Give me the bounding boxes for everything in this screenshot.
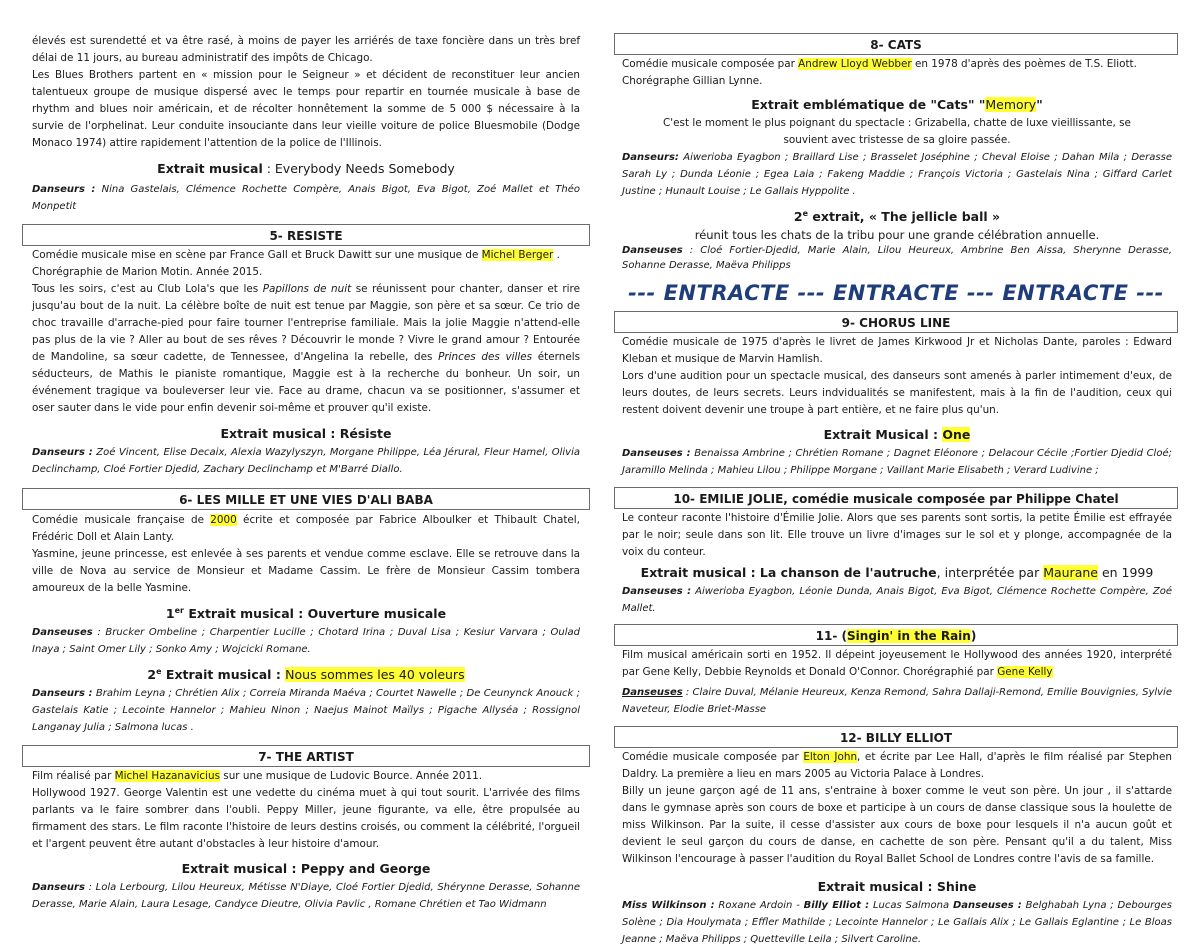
paragraph xyxy=(32,512,580,546)
section-title: 12- BILLY ELLIOT xyxy=(614,726,1178,748)
text: . xyxy=(553,249,560,261)
role-label: Miss Wilkinson : xyxy=(622,900,715,911)
left-column xyxy=(32,0,580,913)
number: 2 xyxy=(793,209,803,224)
text: extrait, « The jellicle ball » xyxy=(808,209,1001,224)
dancers-names: : Lola Lerbourg, Lilou Heureux, Métisse N'Diaye, Cloé Fortier Djedid, Shérynne Derasse, Sohanne Derasse, Marie Alain, Laura Lesage, Candyce Dieutre, Olivia Pavlic , Romane Chrétien et Tao Widmann xyxy=(32,882,580,910)
section-title: 5- RESISTE xyxy=(22,224,590,246)
dancers-list xyxy=(32,444,580,478)
section-title: 8- CATS xyxy=(614,33,1178,55)
dancers-names: Zoé Vincent, Elise Decaix, Alexia Wazylyszyn, Morgane Philippe, Léa Jérural, Fleur Hamel, Olivia Declinchamp, Cloé Fortier Djedid, Zachary Declinchamp et M'Barré Diallo. xyxy=(32,447,581,475)
highlight: 2000 xyxy=(210,514,237,526)
dancers-names: : Claire Duval, Mélanie Heureux, Kenza Remond, Sahra Dallaji-Remond, Emilie Bouvignies, Sylvie Naveteur, Elodie Briet-Masse xyxy=(622,687,1172,715)
text: Comédie musicale composée par xyxy=(622,751,804,763)
number: 2 xyxy=(147,667,157,682)
highlight: Memory xyxy=(985,97,1037,112)
dancers-names: : Cloé Fortier-Djedid, Marie Alain, Lilou Heureux, Ambrine Ben Aissa, Sherynne Derasse, Sohanne Derasse, Maëva Philipps xyxy=(622,245,1172,271)
text: en 1978 d'après des poèmes de T.S. Eliott. xyxy=(911,58,1137,70)
paragraph: Chorégraphe Gillian Lynne. xyxy=(622,75,763,87)
section-4-continued xyxy=(32,33,580,215)
text: Film réalisé par xyxy=(32,770,115,782)
extrait-heading: Extrait musical : Peppy and George xyxy=(181,861,431,876)
dancers-list xyxy=(32,181,580,215)
extrait-title: Extrait musical : La chanson de l'autruche xyxy=(640,565,937,580)
dancers-label: Danseuses : xyxy=(622,448,691,459)
highlight: Elton John xyxy=(803,751,858,763)
text: en 1999 xyxy=(1097,565,1154,580)
dancers-label: Danseurs: xyxy=(622,152,679,163)
paragraph xyxy=(622,56,1172,73)
text: sur une musique de Ludovic Bource. Année 2011. xyxy=(219,770,483,782)
dancers-names: Belghabah Lyna ; Debourges Solène ; Dia Houlymata ; Effler Mathilde ; Lecointe Hannelor ; Le Gallais Alix ; Le Gallais Eglantine ; Le Bloas Jeanne ; Maëva Philipps ; Quetteville Leila ; Silvert Caroline. xyxy=(622,900,1172,945)
extrait-heading xyxy=(32,159,580,179)
dancers-list xyxy=(32,624,580,658)
dancers-label: Danseuses : xyxy=(952,900,1022,911)
dancers-names: Aiwerioba Eyagbon ; Braillard Lise ; Brasselet Joséphine ; Cheval Eloise ; Dahan Mila ; Derasse Sarah Ly ; Dunda Léonie ; Egea Laia ; Fakeng Maddie ; François Victoria ; Gastelais Nina ; Giffard Carlet Justine ; Hunault Louise ; Le Gallais Hyppolite . xyxy=(622,152,1172,197)
section-10 xyxy=(622,487,1172,617)
paragraph xyxy=(622,647,1172,681)
text: , et écrite par Lee Hall, d'après le film réalisé par Stephen Daldry. La première a lieu en mars 2005 au Victoria Palace à Londres. xyxy=(622,751,1172,780)
paragraph: Billy un jeune garçon agé de 11 ans, s'entraine à boxer comme le veut son père. Un jour , il s'attarde dans le gymnase après son cours de boxe et participe à un cours de danse classique sous la houlette de miss Wilkinson. Par la suite, il cesse d'assister aux cours de boxe pour lesquels il n'a aucun goût et devient le seul garçon du cours de danse, en cachette de son père. Pensant qu'il a du talent, Miss Wilkinson l'encourage à passer l'audition du Royal Ballet School de Londres contre l'avis de sa famille. xyxy=(622,785,1172,865)
text: , interprétée par xyxy=(936,565,1044,580)
dancers-names: Brahim Leyna ; Chrétien Alix ; Correia Miranda Maéva ; Courtet Nawelle ; De Ceunynck Anouck ; Gastelais Katie ; Lecointe Hannelor ; Mahieu Ninon ; Naejus Mainot Maïlys ; Pigache Allyséa ; Rossignol Langanay Julia ; Salmona lucas . xyxy=(32,688,581,733)
dancers-label: Danseuses : xyxy=(622,586,692,597)
section-6 xyxy=(32,488,580,736)
extrait-heading xyxy=(622,425,1172,445)
text: Comédie musicale composée par xyxy=(622,58,799,70)
paragraph: Chorégraphie de Marion Motin. Année 2015. xyxy=(32,266,263,278)
italic-title: Princes des villes xyxy=(438,351,533,363)
dancers-list xyxy=(622,583,1172,617)
text: écrite et composée par Fabrice Alboulker et Thibault Chatel, Frédéric Doll et Alain Lanty. xyxy=(32,514,580,543)
paragraph: Les Blues Brothers partent en « mission pour le Seigneur » et décident de reconstituer leur ancien talentueux groupe de musique dispersé avec le temps pour repartir en tournée musicale à base de rhythm and blues noir américain, et de récolter honnêtement la somme de 5 000 $ nécessaire à la survie de l'orphelinat. Leur conduite insouciante dans leur vieille voiture de police Bluesmobile (Dodge Monaco 1974) attire rapidement l'attention de la police de l'Illinois. xyxy=(32,69,580,149)
extrait-description: réunit tous les chats de la tribu pour une grande célébration annuelle. xyxy=(694,228,1100,242)
highlight: One xyxy=(942,427,971,442)
dancers-list xyxy=(622,684,1172,718)
dancers-label: Danseuses xyxy=(622,245,683,256)
extrait-heading: Extrait musical : Résiste xyxy=(220,426,392,441)
section-7 xyxy=(32,745,580,913)
separator: : xyxy=(262,161,275,176)
section-title: 6- LES MILLE ET UNE VIES D'ALI BABA xyxy=(22,488,590,510)
paragraph: Comédie musicale de 1975 d'après le livret de James Kirkwood Jr et Nicholas Dante, paroles : Edward Kleban et musique de Marvin Hamlish. xyxy=(622,336,1172,365)
paragraph: Le conteur raconte l'histoire d'Émilie Jolie. Alors que ses parents sont sortis, la petite Émilie est effrayée par le noir; seule dans son lit. Elle trouve un livre d'images sur le sol et y plonge, accompagnée de la voix du conteur. xyxy=(622,512,1172,558)
highlight: Gene Kelly xyxy=(997,666,1053,678)
text: Film musical américain sorti en 1952. Il dépeint joyeusement le Hollywood des années 1920, interprété par Gene Kelly, Debbie Reynolds et Donald O'Connor. Chorégraphié par xyxy=(622,649,1172,678)
dancers-names: Benaissa Ambrine ; Chrétien Romane ; Dagnet Eléonore ; Delacour Cécile ;Fortier Djedid Cloé; Jaramillo Melinda ; Mahieu Lilou ; Philippe Morgane ; Vaillant Marie Elisabeth ; Verard Ludivine ; xyxy=(622,448,1172,476)
text: ) xyxy=(970,629,977,643)
extrait-heading xyxy=(32,665,580,685)
number: 1 xyxy=(165,606,175,621)
section-title: 10- EMILIE JOLIE, comédie musicale composée par Philippe Chatel xyxy=(614,487,1178,509)
right-column xyxy=(622,0,1172,948)
section-12 xyxy=(622,726,1172,948)
section-title: 9- CHORUS LINE xyxy=(614,311,1178,333)
dancers-list xyxy=(32,685,580,736)
section-title xyxy=(614,624,1178,646)
text: éternels séducteurs, de Mathis le pianiste romantique, Maggie est à la recherche du bonheur. Un soir, un événement tragique va bouleverser leur vie. Face au drame, chacun va se positionner, s'assumer et oser sauter dans le vide pour enfin devenir soi-même et prouver qu'il existe. xyxy=(32,351,581,414)
text: se réunissent pour chanter, danser et rire jusqu'au bout de la nuit. La célèbre boîte de nuit est tenue par Maggie, son père et sa sœur. Ce trio de choc travaille d'arrache-pied pour faire tourner l'entreprise familiale. Mais la jolie Maggie n'attend-elle pas plus de la vie ? Aller au bout de ses rêves ? Découvrir le monde ? Vivre le grand amour ? Entourée de Mandoline, sa sœur cadette, de Tennessee, d'Angelina la rebelle, des xyxy=(32,283,580,363)
dancers-list xyxy=(622,243,1172,273)
role-label: Billy Elliot : xyxy=(803,900,870,911)
extrait-heading: Extrait musical : Shine xyxy=(817,879,977,894)
highlight: Singin' in the Rain xyxy=(847,629,971,643)
text: Extrait musical : Ouverture musicale xyxy=(184,606,447,621)
extrait-label: Extrait musical xyxy=(157,161,263,176)
paragraph: Hollywood 1927. George Valentin est une vedette du cinéma muet à qui tout sourit. L'arrivée des films parlants va le faire sombrer dans l'oubli. Peppy Miller, jeune figurante, va elle, être propulsée au firmament des stars. Le film raconte l'histoire de leurs destins croisés, ou comment la célébrité, l'orgueil et l'argent peuvent être autant d'obstacles à leur histoire d'amour. xyxy=(32,787,580,850)
extrait-description: C'est le moment le plus poignant du spectacle : Grizabella, chatte de luxe vieillissante, se souvient avec tristesse de sa gloire passée. xyxy=(663,117,1131,146)
dancers-names: Aiwerioba Eyagbon, Léonie Dunda, Anais Bigot, Eva Bigot, Clémence Rochette Compère, Zoé Mallet. xyxy=(622,586,1172,614)
role-name: Lucas Salmona xyxy=(869,900,953,911)
extrait-title: Everybody Needs Somebody xyxy=(274,161,455,176)
paragraph xyxy=(32,281,580,417)
paragraph: Lors d'une audition pour un spectacle musical, des danseurs sont amenés à parler intimement d'eux, de leurs doutes, de leurs secrets. Leurs indvidualités se manifestent, mais à la fin de l'audition, ceux qui restent doivent devenir une troupe à part entière, et ne faire plus qu'un. xyxy=(622,370,1172,416)
paragraph xyxy=(32,247,580,264)
entracte-banner: --- ENTRACTE --- ENTRACTE --- ENTRACTE --- xyxy=(628,281,1164,305)
highlight: Nous sommes les 40 voleurs xyxy=(285,667,465,682)
section-9 xyxy=(622,311,1172,479)
ordinal: e xyxy=(156,666,162,676)
extrait-heading xyxy=(622,95,1172,115)
italic-title: Papillons de nuit xyxy=(262,283,352,295)
highlight: Michel Hazanavicius xyxy=(114,770,220,782)
ordinal: er xyxy=(174,605,184,615)
text: Extrait Musical : xyxy=(823,427,943,442)
dancers-label: Danseuses xyxy=(622,687,683,698)
ordinal: e xyxy=(802,208,809,218)
text: 11- ( xyxy=(815,629,848,643)
dancers-label: Danseurs : xyxy=(32,184,96,195)
paragraph: élevés est surendetté et va être rasé, à moins de payer les arriérés de taxe foncière dans un très bref délai de 11 jours, au bureau administratif des impôts de Chicago. xyxy=(32,35,580,64)
dancers-list xyxy=(622,445,1172,479)
text: Extrait emblématique de "Cats" " xyxy=(751,97,986,112)
extrait-heading xyxy=(32,604,580,624)
paragraph xyxy=(622,749,1172,783)
text: Comédie musicale française de xyxy=(32,514,211,526)
dancers-names: Nina Gastelais, Clémence Rochette Compère, Anais Bigot, Eva Bigot, Zoé Mallet et Théo Monpetit xyxy=(32,184,580,212)
dancers-list xyxy=(622,149,1172,200)
extrait-heading xyxy=(622,563,1172,583)
paragraph xyxy=(32,768,580,785)
text: Extrait musical : xyxy=(161,667,286,682)
text: " xyxy=(1036,97,1043,112)
highlight: Maurane xyxy=(1043,565,1098,580)
dancers-label: Danseurs : xyxy=(32,447,93,458)
dancers-label: Danseuses xyxy=(32,627,93,638)
text: Tous les soirs, c'est au Club Lola's que les xyxy=(32,283,263,295)
highlight: Michel Berger xyxy=(481,249,554,261)
text: Comédie musicale mise en scène par France Gall et Bruck Dawitt sur une musique de xyxy=(32,249,482,261)
dancers-list xyxy=(622,897,1172,948)
highlight: Andrew Lloyd Webber xyxy=(798,58,912,70)
section-11 xyxy=(622,624,1172,718)
dancers-names: : Brucker Ombeline ; Charpentier Lucille ; Chotard Irina ; Duval Lisa ; Kesiur Varvara ; Oulad Inaya ; Saint Omer Lily ; Sonko Amy ; Wojcicki Romane. xyxy=(32,627,580,655)
section-5 xyxy=(32,224,580,478)
dancers-label: Danseurs xyxy=(32,882,85,893)
role-name: Roxane Ardoin - xyxy=(714,900,804,911)
section-8 xyxy=(622,33,1172,273)
dancers-list xyxy=(32,879,580,913)
dancers-label: Danseurs : xyxy=(32,688,93,699)
paragraph: Yasmine, jeune princesse, est enlevée à ses parents et vendue comme esclave. Elle se retrouve dans la ville de Nova au service de Monsieur et Madame Cassim. Le frère de Monsieur Cassim tombera amoureux de la belle Yasmine. xyxy=(32,548,580,594)
section-title: 7- THE ARTIST xyxy=(22,745,590,767)
extrait-heading xyxy=(622,207,1172,227)
